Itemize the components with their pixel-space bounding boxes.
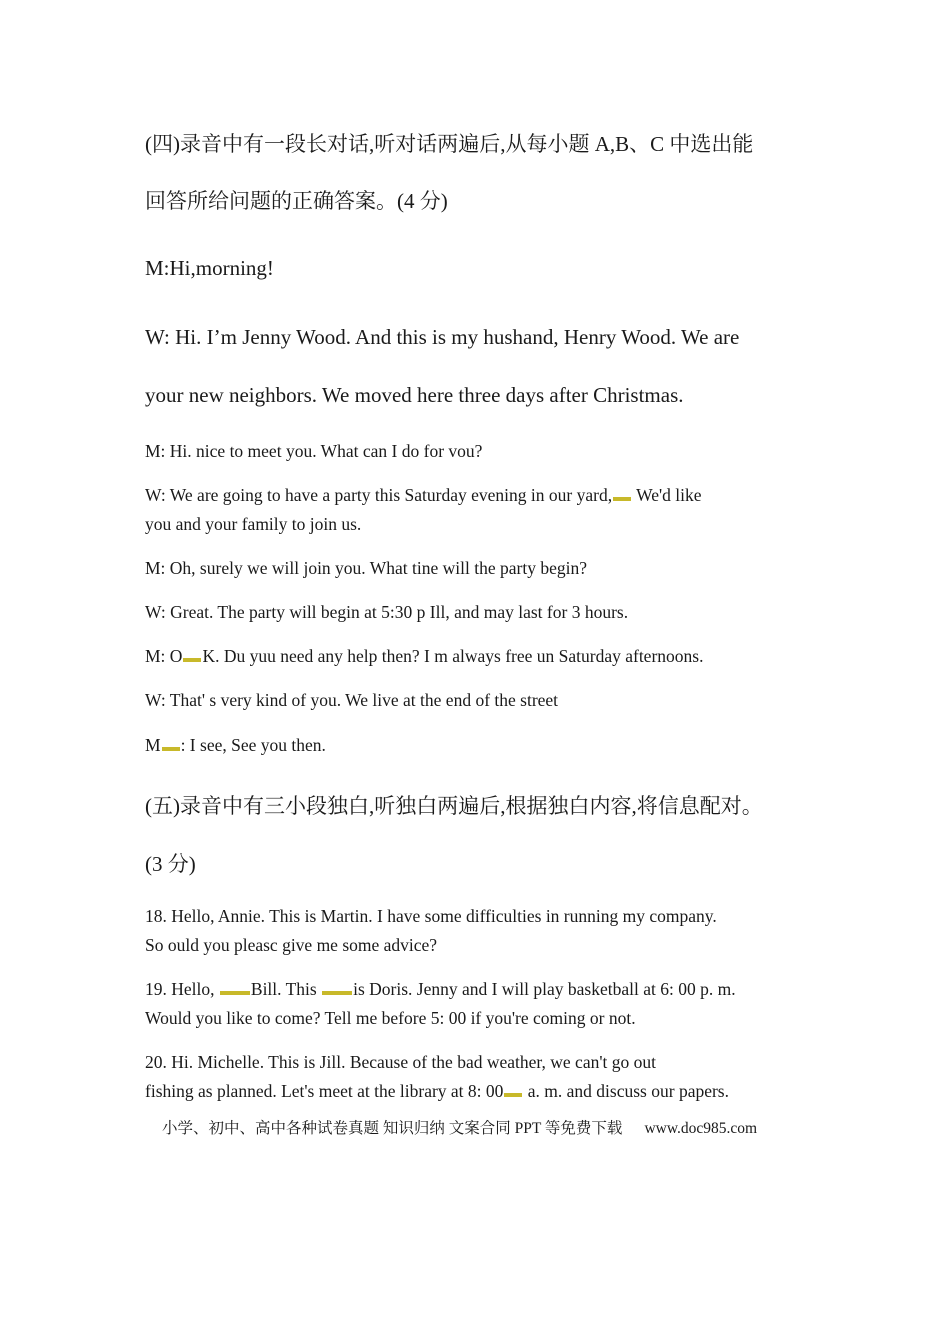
section5-heading-line1: (五)录音中有三小段独白,听独白两遍后,根据独白内容,将信息配对。: [145, 794, 763, 818]
answer-blank: [322, 991, 352, 995]
section4-heading-line1: (四)录音中有一段长对话,听对话两遍后,从每小题 A,B、C 中选出能: [145, 132, 754, 156]
dialogue-line: you and your family to join us.: [145, 514, 362, 534]
monologue-line: Would you like to come? Tell me before 5: 00 if you're coming or not.: [145, 1008, 636, 1028]
dialogue-line: W: We are going to have a party this Saturday evening in our yard, We'd like: [145, 485, 702, 505]
answer-blank: [183, 658, 201, 662]
section5-heading-line2: (3 分): [145, 852, 196, 876]
section4-heading-line2: 回答所给问题的正确答案。(4 分): [145, 189, 448, 213]
answer-blank: [504, 1093, 522, 1097]
dialogue-line: M : I see, See you then.: [145, 735, 326, 755]
monologue-line: 20. Hi. Michelle. This is Jill. Because of the bad weather, we can't go out: [145, 1052, 656, 1072]
dialogue-line: W: Hi. I’m Jenny Wood. And this is my hushand, Henry Wood. We are: [145, 325, 740, 349]
dialogue-line: M: Oh, surely we will join you. What tine will the party begin?: [145, 558, 587, 578]
dialogue-line: M: Hi. nice to meet you. What can I do for vou?: [145, 441, 483, 461]
monologue-line: 18. Hello, Annie. This is Martin. I have some difficulties in running my company.: [145, 906, 717, 926]
dialogue-line: M:Hi,morning!: [145, 256, 274, 280]
page-footer: [162, 1116, 757, 1138]
footer-text: 小学、初中、高中各种试卷真题 知识归纳 文案合同 PPT 等免费下载: [162, 1120, 623, 1137]
monologue-line: So ould you pleasc give me some advice?: [145, 935, 438, 955]
answer-blank: [613, 497, 631, 501]
answer-blank: [162, 747, 180, 751]
answer-blank: [220, 991, 250, 995]
dialogue-line: M: O K. Du yuu need any help then? I m always free un Saturday afternoons.: [145, 646, 704, 666]
monologue-line: 19. Hello, Bill. This is Doris. Jenny and I will play basketball at 6: 00 p. m.: [145, 979, 736, 999]
monologue-line: fishing as planned. Let's meet at the library at 8: 00 a. m. and discuss our papers.: [145, 1081, 729, 1101]
footer-url: www.doc985.com: [644, 1120, 758, 1137]
dialogue-line: W: That' s very kind of you. We live at the end of the street: [145, 690, 559, 710]
dialogue-line: W: Great. The party will begin at 5:30 p Ill, and may last for 3 hours.: [145, 602, 629, 622]
dialogue-line: your new neighbors. We moved here three days after Christmas.: [145, 383, 684, 407]
